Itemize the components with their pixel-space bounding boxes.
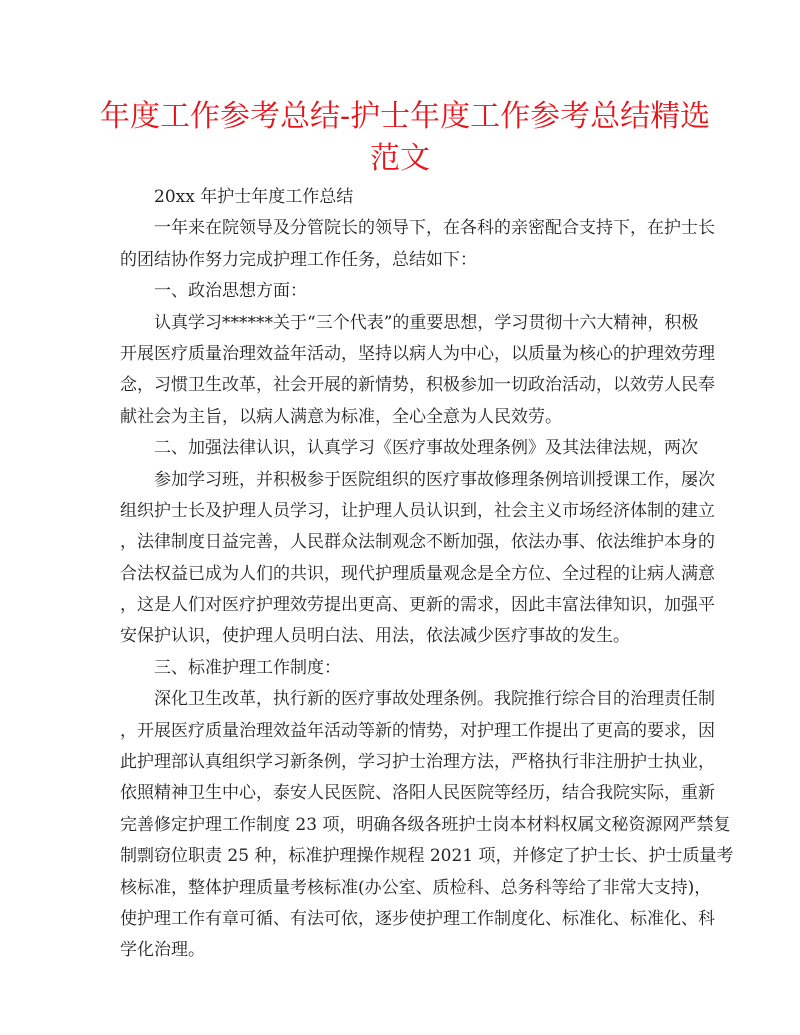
body-line: 此护理部认真组织学习新条例，学习护士治理方法，严格执行非注册护士执业，	[120, 752, 715, 773]
body-line: 20xx 年护士年度工作总结	[154, 187, 354, 207]
body-line: 依照精神卫生中心，泰安人民医院、洛阳人民医院等经历，结合我院实际，重新	[120, 783, 715, 804]
title-line-2: 范文	[370, 141, 430, 176]
body-line: 认真学习******关于“三个代表”的重要思想，学习贯彻十六大精神，积极	[154, 312, 699, 333]
body-line: 献社会为主旨，以病人满意为标准，全心全意为人民效劳。	[120, 406, 562, 427]
document-body	[120, 182, 734, 967]
body-line: 参加学习班，并积极参于医院组织的医疗事故修理条例培训授课工作，屡次	[154, 469, 715, 490]
body-line: ，法律制度日益完善，人民群众法制观念不断加强，依法办事、依法维护本身的	[120, 532, 715, 553]
body-line: 学化治理。	[120, 940, 205, 961]
body-line: 一、政治思想方面：	[154, 281, 307, 302]
body-line: 使护理工作有章可循、有法可依，逐步使护理工作制度化、标准化、标准化、科	[120, 908, 715, 929]
body-line: 完善修定护理工作制度 23 项，明确各级各班护士岗本材料权属文秘资源网严禁复	[120, 814, 731, 835]
body-line: 三、标准护理工作制度：	[154, 657, 341, 678]
body-line: 念，习惯卫生改革，社会开展的新情势，积极参加一切政治活动，以效劳人民奉	[120, 375, 715, 396]
body-line: 合法权益已成为人们的共识，现代护理质量观念是全方位、全过程的让病人满意	[120, 563, 715, 584]
body-line: 深化卫生改革，执行新的医疗事故处理条例。我院推行综合目的治理责任制	[154, 689, 715, 710]
body-line: 制剽窃位职责 25 种，标准护理操作规程 2021 项，并修定了护士长、护士质量考	[120, 846, 734, 867]
body-line: 二、加强法律认识，认真学习《医疗事故处理条例》及其法律法规，两次	[154, 438, 698, 459]
body-line: 核标准，整体护理质量考核标准(办公室、质检科、总务科等给了非常大支持)，	[120, 877, 712, 898]
body-line: ，这是人们对医疗护理效劳提出更高、更新的需求，因此丰富法律知识，加强平	[120, 595, 715, 616]
document-title	[100, 96, 711, 180]
title-line-1: 年度工作参考总结-护士年度工作参考总结精选	[100, 99, 711, 134]
body-line: 的团结协作努力完成护理工作任务，总结如下：	[120, 249, 477, 270]
body-line: 安保护认识，使护理人员明白法、用法，依法减少医疗事故的发生。	[120, 626, 630, 647]
body-line: 开展医疗质量治理效益年活动，坚持以病人为中心，以质量为核心的护理效劳理	[120, 343, 715, 364]
body-line: 组织护士长及护理人员学习，让护理人员认识到，社会主义市场经济体制的建立	[120, 500, 715, 521]
body-line: ，开展医疗质量治理效益年活动等新的情势，对护理工作提出了更高的要求，因	[120, 720, 715, 741]
body-line: 一年来在院领导及分管院长的领导下，在各科的亲密配合支持下，在护士长	[154, 218, 715, 239]
